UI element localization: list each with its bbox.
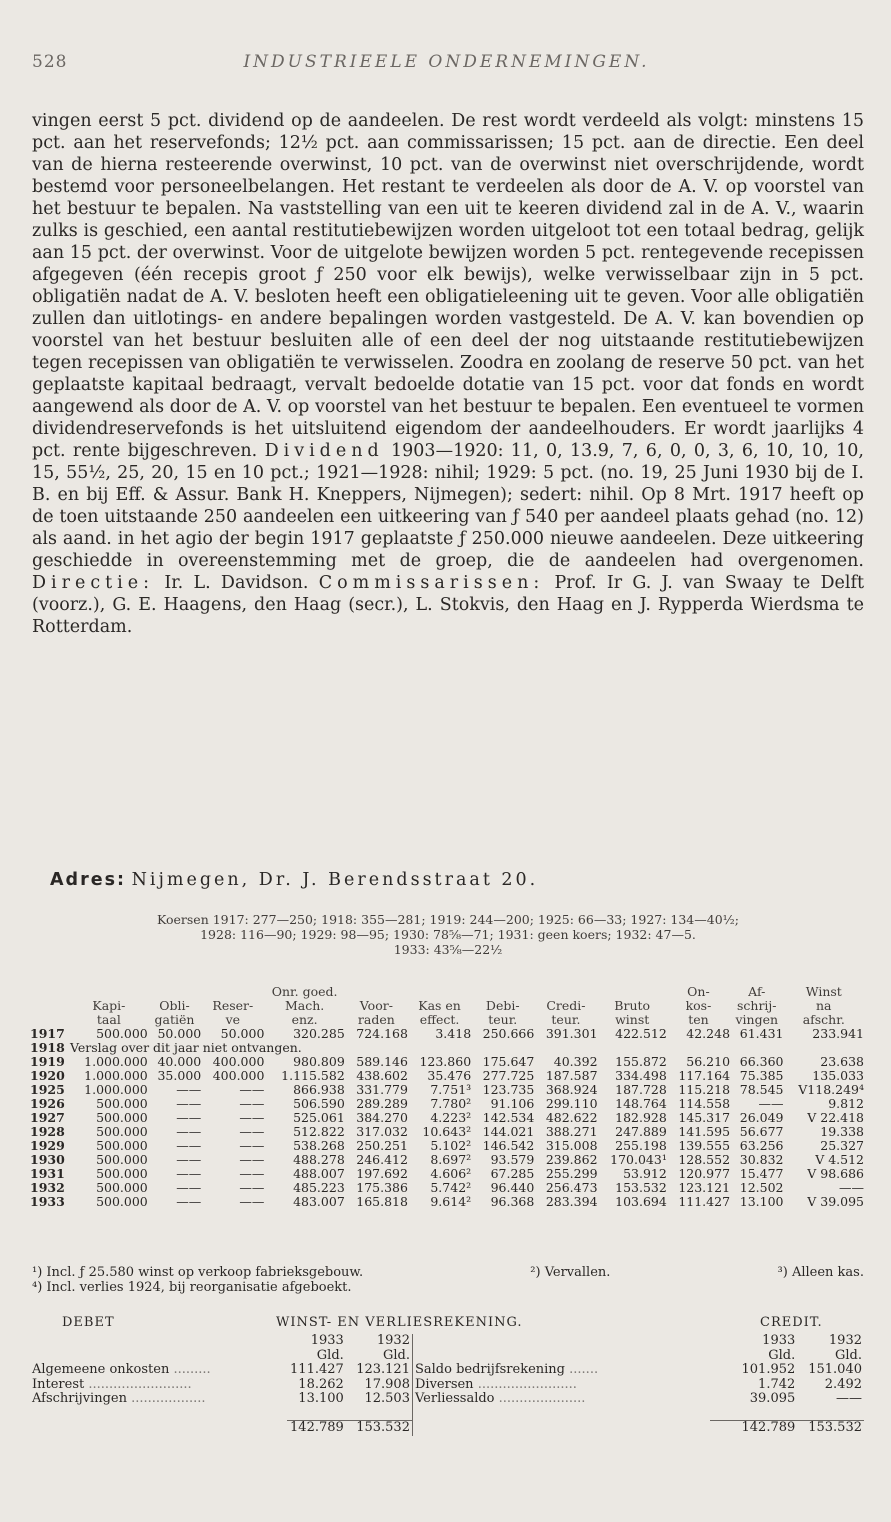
table-cell: 144.021 — [482, 1124, 535, 1139]
table-cell: 128.552 — [678, 1152, 731, 1167]
column-header — [408, 985, 471, 999]
table-cell: —— — [239, 1096, 265, 1111]
table-cell: 93.579 — [490, 1152, 535, 1167]
column-header — [30, 1013, 70, 1027]
item-label: Diversen — [414, 1376, 474, 1392]
table-row — [30, 1097, 864, 1111]
column-header: effect. — [419, 1012, 460, 1027]
table-cell: —— — [176, 1166, 202, 1181]
table-cell: 35.000 — [157, 1068, 202, 1083]
address-label: Adres: — [50, 870, 126, 890]
column-header: Kapi- — [92, 998, 126, 1013]
column-header: ve — [225, 1012, 241, 1027]
table-cell: 146.542 — [482, 1138, 535, 1153]
table-cell: 589.146 — [356, 1054, 408, 1069]
table-cell: 155.872 — [615, 1054, 667, 1069]
table-cell: 500.000 — [96, 1026, 148, 1041]
column-header: vingen — [735, 1012, 779, 1027]
table-cell: 103.694 — [615, 1194, 667, 1209]
table-cell: 50.000 — [220, 1026, 265, 1041]
table-cell: 123.735 — [482, 1082, 535, 1097]
totals-row — [30, 1421, 864, 1436]
account-row: Afschrijvingen .................. 13.100 12.503 Verliessaldo ..................... 39.095 —— — [32, 1391, 862, 1406]
table-row — [30, 1083, 864, 1097]
table-cell: —— — [839, 1180, 864, 1195]
table-cell: —— — [176, 1096, 202, 1111]
table-cell: 239.862 — [545, 1152, 598, 1167]
col-year: 1933 — [762, 1333, 796, 1348]
column-header: afschr. — [802, 1012, 845, 1027]
footnote: ³) Alleen kas. — [777, 1265, 864, 1280]
row-year: 1917 — [30, 1026, 65, 1041]
item-value: —— — [836, 1391, 862, 1406]
table-cell: V 22.418 — [807, 1110, 864, 1125]
column-header: Bruto — [614, 998, 651, 1013]
commissarissen-label: Commissarissen: — [318, 573, 545, 593]
column-header: taal — [96, 1012, 121, 1027]
table-cell: 61.431 — [739, 1026, 784, 1041]
paragraph-statutes: vingen eerst 5 pct. dividend op de aandeelen. De rest wordt verdeeld als volgt: minstens 15 pct. aan het reservefonds; 12½ pct. aan commissarissen; 15 pct. aan de directie. Een deel van de hierna resteerende overwinst, 10 pct. van de overwinst niet overschrijdende, wordt bestemd voor personeelbelangen. Het restant te verdeelen als door de A. V. op voorstel van het bestuur te bepalen. Na vaststelling van een uit te keeren dividend zal in de A. V., waarin zulks is geschied, een aantal restitutiebewijzen worden uitgeloot tot een totaal bedrag, gelijk aan 15 pct. der overwinst. Voor de uitgelote bewijzen worden 5 pct. rentegevende recepissen afgegeven (één recepis groot ƒ 250 voor elk bewijs), welke verwisselbaar zijn in 5 pct. obligatiën nadat de A. V. besloten heeft een obligatieleening uit te geven. Voor alle obligatiën zullen dan uitlotings- en andere bepalingen worden vastgesteld. De A. V. kan bovendien op voorstel van het bestuur besluiten alle of een deel der nog uitstaande restitutiebewijzen tegen recepissen van obligatiën te verwisselen. Zoodra en zoolang de reserve 50 pct. van het geplaatste kapitaal bedraagt, vervalt bedoelde dotatie van 15 pct. voor dat fonds en wordt aangewend als door de A. V. op voorstel van het bestuur te bepalen. Een eventueel te vormen dividendreservefonds is het uitsluitend eigendom der aandeelhouders. Er wordt jaarlijks 4 pct. rente bijgeschreven. — [32, 111, 864, 461]
dividend-label: Dividend — [264, 441, 384, 461]
item-label: Algemeene onkosten — [32, 1362, 170, 1377]
table-cell: 19.338 — [820, 1124, 864, 1139]
item-value: 39.095 — [749, 1391, 796, 1406]
table-cell: 391.301 — [545, 1026, 598, 1041]
col-year: 1932 — [376, 1333, 410, 1348]
column-header: winst — [615, 1012, 650, 1027]
item-value: 1.742 — [758, 1376, 796, 1392]
table-cell: 63.256 — [739, 1138, 784, 1153]
table-header-row — [30, 999, 864, 1013]
column-header: Voor- — [359, 998, 393, 1013]
column-header: Kas en — [418, 998, 461, 1013]
koersen-block — [32, 912, 864, 957]
table-row — [30, 1195, 864, 1209]
table-header-row — [30, 1013, 864, 1027]
row-year: 1930 — [30, 1152, 65, 1167]
column-header: teur. — [488, 1012, 518, 1027]
table-cell: 120.977 — [678, 1166, 731, 1181]
column-header: Reser- — [212, 998, 254, 1013]
column-header: teur. — [551, 1012, 581, 1027]
col-unit: Gld. — [316, 1347, 344, 1363]
table-row — [30, 1139, 864, 1153]
table-cell: 66.360 — [739, 1054, 784, 1069]
table-cell: 26.049 — [739, 1110, 784, 1125]
column-header — [534, 985, 597, 999]
table-cell: 165.818 — [356, 1194, 408, 1209]
row-year: 1928 — [30, 1124, 65, 1139]
col-unit: Gld. — [382, 1347, 410, 1363]
table-cell: 320.285 — [293, 1026, 345, 1041]
table-cell: 40.000 — [157, 1054, 202, 1069]
table-cell: 4.606² — [430, 1166, 472, 1181]
table-cell: 96.440 — [490, 1180, 535, 1195]
table-cell: V118.249⁴ — [798, 1082, 864, 1097]
row-year: 1925 — [30, 1082, 65, 1097]
column-header: Credi- — [546, 998, 586, 1013]
table-cell: 56.677 — [739, 1124, 784, 1139]
koersen-line: 1933: 43⅝—22½ — [393, 942, 503, 957]
table-cell: 148.764 — [615, 1096, 667, 1111]
col-unit: Gld. — [835, 1347, 862, 1363]
footnotes — [32, 1265, 864, 1295]
account-title: WINST- EN VERLIESREKENING. — [276, 1315, 523, 1330]
table-cell: 78.545 — [739, 1082, 784, 1097]
table-row — [30, 1181, 864, 1195]
table-cell: —— — [239, 1180, 265, 1195]
item-value: 12.503 — [364, 1391, 410, 1406]
table-cell: V 98.686 — [807, 1166, 864, 1181]
table-cell: 368.924 — [545, 1082, 598, 1097]
table-cell: 182.928 — [615, 1110, 667, 1125]
item-label: Saldo bedrijfsrekening — [414, 1362, 566, 1377]
table-cell: 4.223² — [430, 1110, 472, 1125]
address-value: Nijmegen, Dr. J. Berendsstraat 20. — [131, 870, 539, 890]
table-cell: 12.502 — [739, 1180, 784, 1195]
column-header — [471, 985, 534, 999]
item-value: 17.908 — [364, 1376, 410, 1392]
table-cell: 3.418 — [435, 1026, 472, 1041]
table-cell: 485.223 — [293, 1180, 345, 1195]
table-row — [30, 1111, 864, 1125]
table-cell: 141.595 — [678, 1124, 731, 1139]
table-cell: 25.327 — [820, 1138, 864, 1153]
table-header-row — [30, 985, 864, 999]
column-header — [30, 999, 70, 1013]
total-value: 142.789 — [710, 1421, 797, 1436]
koersen-line: 1928: 116—90; 1929: 98—95; 1930: 78⅝—71; 1931: geen koers; 1932: 47—5. — [200, 927, 696, 942]
row-year: 1918 — [30, 1040, 65, 1055]
column-header: On- — [687, 984, 710, 999]
column-header: na — [815, 998, 832, 1013]
table-cell: 283.394 — [545, 1194, 598, 1209]
table-cell: 500.000 — [96, 1180, 148, 1195]
table-cell: 506.590 — [293, 1096, 345, 1111]
table-cell: 512.822 — [293, 1124, 345, 1139]
table-cell: 175.386 — [356, 1180, 408, 1195]
table-cell: 7.780² — [430, 1096, 472, 1111]
total-value: 153.532 — [797, 1421, 864, 1436]
table-cell: 117.164 — [678, 1068, 731, 1083]
table-cell: 980.809 — [293, 1054, 345, 1069]
koersen-line: Koersen 1917: 277—250; 1918: 355—281; 1919: 244—200; 1925: 66—33; 1927: 134—40½; — [156, 912, 739, 927]
table-cell: —— — [239, 1152, 265, 1167]
column-header: raden — [357, 1012, 395, 1027]
table-cell: —— — [176, 1124, 202, 1139]
column-header — [598, 985, 667, 999]
table-cell: 525.061 — [293, 1110, 345, 1125]
column-header: Winst — [805, 984, 842, 999]
account-table — [30, 1334, 864, 1436]
table-cell: 91.106 — [490, 1096, 535, 1111]
page-number: 528 — [32, 52, 68, 72]
table-cell: 10.643² — [422, 1124, 472, 1139]
table-cell: 115.218 — [678, 1082, 731, 1097]
table-cell: 331.779 — [356, 1082, 408, 1097]
directie-names: Ir. L. Davidson. — [164, 573, 309, 593]
table-cell: 256.473 — [545, 1180, 598, 1195]
page-header — [32, 52, 861, 78]
table-cell: 247.889 — [615, 1124, 667, 1139]
table-row — [30, 1027, 864, 1041]
table-cell: 111.427 — [678, 1194, 731, 1209]
table-cell: 488.278 — [293, 1152, 345, 1167]
table-cell: —— — [239, 1082, 265, 1097]
table-cell: V 39.095 — [807, 1194, 864, 1209]
column-header — [148, 985, 201, 999]
table-cell: 400.000 — [212, 1054, 265, 1069]
running-title: INDUSTRIEELE ONDERNEMINGEN. — [243, 52, 650, 72]
table-cell: 488.007 — [293, 1166, 345, 1181]
table-cell: —— — [239, 1138, 265, 1153]
table-cell: 139.555 — [678, 1138, 731, 1153]
table-row — [30, 1153, 864, 1167]
column-header — [345, 985, 408, 999]
table-cell: 23.638 — [820, 1054, 864, 1069]
column-header: enz. — [291, 1012, 318, 1027]
col-year: 1933 — [310, 1333, 344, 1348]
item-value: 13.100 — [298, 1391, 344, 1406]
item-value: 151.040 — [808, 1362, 862, 1377]
item-label: Interest — [32, 1376, 85, 1392]
row-year: 1920 — [30, 1068, 65, 1083]
table-cell: 500.000 — [96, 1166, 148, 1181]
directie-label: Directie: — [32, 573, 155, 593]
item-value: 18.262 — [298, 1376, 344, 1392]
table-cell: 866.938 — [293, 1082, 345, 1097]
column-header: Debi- — [485, 998, 520, 1013]
table-cell: 299.110 — [545, 1096, 598, 1111]
table-cell: 255.299 — [545, 1166, 598, 1181]
item-value: 101.952 — [741, 1362, 796, 1377]
table-cell: 42.248 — [686, 1026, 731, 1041]
table-cell: 500.000 — [96, 1110, 148, 1125]
table-cell: 483.007 — [293, 1194, 345, 1209]
table-cell: 246.412 — [356, 1152, 408, 1167]
table-cell: —— — [758, 1096, 784, 1111]
row-year: 1919 — [30, 1054, 65, 1069]
table-cell: 1.000.000 — [84, 1068, 148, 1083]
table-cell: 170.043¹ — [610, 1152, 667, 1167]
table-cell: —— — [239, 1110, 265, 1125]
table-cell: V 4.512 — [815, 1152, 864, 1167]
table-row — [30, 1069, 864, 1083]
table-cell: 250.666 — [482, 1026, 535, 1041]
table-cell: 135.033 — [812, 1068, 864, 1083]
table-cell: 40.392 — [553, 1054, 598, 1069]
table-cell: 197.692 — [356, 1166, 408, 1181]
table-cell: 7.751³ — [430, 1082, 472, 1097]
table-cell: 56.210 — [686, 1054, 731, 1069]
table-cell: 384.270 — [356, 1110, 408, 1125]
column-header: Mach. — [284, 998, 325, 1013]
row-year: 1929 — [30, 1138, 65, 1153]
table-cell: 289.289 — [356, 1096, 408, 1111]
column-header: kos- — [685, 998, 712, 1013]
table-cell: 1.000.000 — [84, 1054, 148, 1069]
table-cell: —— — [239, 1166, 265, 1181]
table-cell: 388.271 — [545, 1124, 598, 1139]
table-cell: 724.168 — [356, 1026, 408, 1041]
item-value: 2.492 — [824, 1376, 862, 1392]
table-cell: 5.742² — [430, 1180, 472, 1195]
table-cell: 500.000 — [96, 1096, 148, 1111]
table-cell: 317.032 — [356, 1124, 408, 1139]
address-line — [50, 870, 538, 890]
table-cell: —— — [176, 1110, 202, 1125]
table-cell: 53.912 — [623, 1166, 667, 1181]
row-year: 1933 — [30, 1194, 65, 1209]
column-header — [201, 985, 264, 999]
table-cell: 255.198 — [615, 1138, 667, 1153]
column-header: Obli- — [159, 998, 190, 1013]
credit-label: CREDIT. — [760, 1315, 823, 1330]
table-cell: 96.368 — [490, 1194, 535, 1209]
row-year: 1927 — [30, 1110, 65, 1125]
table-cell: 187.728 — [615, 1082, 667, 1097]
item-label: Afschrijvingen — [32, 1391, 127, 1406]
table-cell: —— — [176, 1138, 202, 1153]
table-cell: 114.558 — [678, 1096, 731, 1111]
account-row: Interest ......................... 18.262 17.908 Diversen ........................ 1.742 2.492 — [32, 1376, 862, 1392]
table-cell: 145.317 — [678, 1110, 731, 1125]
table-cell: 315.008 — [545, 1138, 598, 1153]
table-cell: 250.251 — [356, 1138, 408, 1153]
table-row — [30, 1041, 864, 1055]
table-row — [30, 1055, 864, 1069]
table-cell: 500.000 — [96, 1152, 148, 1167]
item-label: Verliessaldo — [414, 1391, 495, 1406]
total-value: 153.532 — [346, 1421, 413, 1436]
table-cell: 153.532 — [615, 1180, 667, 1195]
table-cell: 13.100 — [739, 1194, 784, 1209]
table-row — [30, 1125, 864, 1139]
column-header: ten — [688, 1012, 709, 1027]
table-cell: 500.000 — [96, 1138, 148, 1153]
table-cell: 123.121 — [678, 1180, 731, 1195]
table-cell: 187.587 — [545, 1068, 598, 1083]
table-cell: 500.000 — [96, 1124, 148, 1139]
table-cell: 50.000 — [157, 1026, 202, 1041]
table-cell: 9.614² — [430, 1194, 472, 1209]
table-cell: —— — [176, 1180, 202, 1195]
table-cell: —— — [176, 1152, 202, 1167]
col-year: 1932 — [828, 1333, 862, 1348]
commissarissen-names: Prof. Ir G. J. van Swaay te Delft (voorz.), G. E. Haagens, den Haag (secr.), L. Stokvis, den Haag en J. Rypperda Wierdsma te Rotterdam. — [32, 573, 864, 637]
table-cell: 15.477 — [739, 1166, 784, 1181]
column-header: schrij- — [736, 998, 777, 1013]
column-header: Onr. goed. — [271, 984, 338, 999]
table-cell: 30.832 — [739, 1152, 784, 1167]
column-header: Af- — [748, 984, 766, 999]
table-cell: 5.102² — [430, 1138, 472, 1153]
item-value: 123.121 — [356, 1362, 410, 1377]
total-value: 142.789 — [287, 1421, 346, 1436]
dividend-history: 1903—1920: 11, 0, 13.9, 7, 6, 0, 0, 3, 6, 10, 10, 10, 15, 55½, 25, 20, 15 en 10 pct.; 1921—1928: nihil; 1929: 5 pct. (no. 19, 25 Juni 1930 bij de I. B. en bij Eff. & Assur. Bank H. Kneppers, Nijmegen); sedert: nihil. Op 8 Mrt. 1917 heeft op de toen uitstaande 250 aandeelen een uitkeering van ƒ 540 per aandeel plaats gehad (no. 12) als aand. in het agio der begin 1917 geplaatste ƒ 250.000 nieuwe aandeelen. Deze uitkeering geschiedde in overeenstemming met de groep, die de aandeelen had overgenomen. — [32, 441, 864, 571]
table-cell: 538.268 — [293, 1138, 345, 1153]
table-cell: 334.498 — [615, 1068, 667, 1083]
table-cell: 175.647 — [482, 1054, 535, 1069]
table-cell: 75.385 — [739, 1068, 784, 1083]
table-cell: 8.697² — [430, 1152, 472, 1167]
row-year: 1931 — [30, 1166, 65, 1181]
footnote: ¹) Incl. ƒ 25.580 winst op verkoop fabrieksgebouw. — [32, 1265, 364, 1280]
table-cell: 422.512 — [615, 1026, 667, 1041]
table-cell: 9.812 — [828, 1096, 864, 1111]
table-cell: 35.476 — [427, 1068, 472, 1083]
row-year: 1926 — [30, 1096, 65, 1111]
column-header — [30, 985, 70, 999]
table-cell: —— — [239, 1194, 265, 1209]
financial-table — [30, 985, 864, 1209]
table-cell: 438.602 — [356, 1068, 408, 1083]
table-cell: 67.285 — [490, 1166, 535, 1181]
table-row — [30, 1167, 864, 1181]
debet-label: DEBET — [62, 1315, 115, 1330]
table-cell: 233.941 — [812, 1026, 864, 1041]
column-header: gatiën — [154, 1012, 195, 1027]
table-cell: Verslag over dit jaar niet ontvangen. — [70, 1040, 302, 1055]
body-text — [32, 110, 864, 638]
table-cell: 277.725 — [482, 1068, 535, 1083]
table-cell: 500.000 — [96, 1194, 148, 1209]
col-unit: Gld. — [768, 1347, 796, 1363]
table-cell: 482.622 — [545, 1110, 598, 1125]
table-cell: 400.000 — [212, 1068, 265, 1083]
profit-loss-account — [30, 1316, 864, 1436]
table-cell: —— — [176, 1082, 202, 1097]
column-header — [70, 985, 148, 999]
footnote: ²) Vervallen. — [530, 1265, 611, 1280]
table-cell: —— — [239, 1124, 265, 1139]
row-year: 1932 — [30, 1180, 65, 1195]
account-row: Algemeene onkosten ......... 111.427 123.121 Saldo bedrijfsrekening ....... 101.952 151.040 — [32, 1362, 862, 1377]
table-cell: 142.534 — [482, 1110, 535, 1125]
table-cell: 1.115.582 — [281, 1068, 345, 1083]
table-cell: 1.000.000 — [84, 1082, 148, 1097]
table-cell: 123.860 — [419, 1054, 472, 1069]
table-cell: —— — [176, 1194, 202, 1209]
footnote: ⁴) Incl. verlies 1924, bij reorganisatie afgeboekt. — [32, 1280, 352, 1295]
item-value: 111.427 — [290, 1362, 344, 1377]
